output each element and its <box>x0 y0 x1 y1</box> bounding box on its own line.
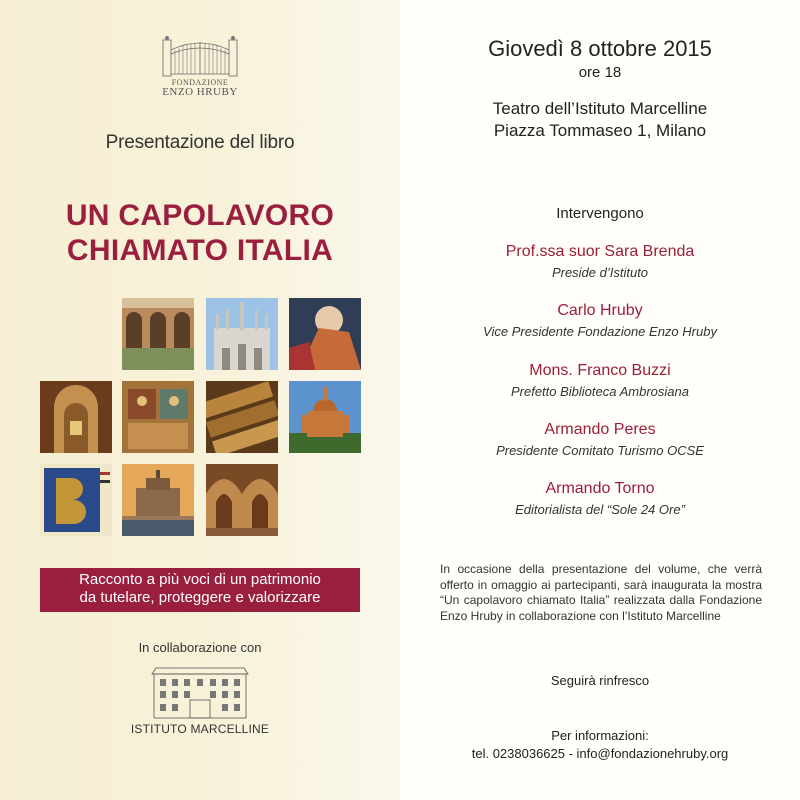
speaker-role: Preside d’Istituto <box>551 265 649 280</box>
tile-milan-cathedral <box>206 298 278 370</box>
speaker-role: Editorialista del “Sole 24 Ore” <box>515 502 685 517</box>
tile-illuminated-letter <box>40 464 112 536</box>
banner-line2: da tutelare, proteggere e valorizzare <box>79 589 321 606</box>
tile-saint-painting <box>289 298 361 370</box>
book-title <box>0 198 400 268</box>
speaker-name: Mons. Franco Buzzi <box>529 362 671 379</box>
speaker-name: Prof.ssa suor Sara Brenda <box>505 243 695 260</box>
event-description: In occasione della presentazione del volume, che verrà offerto in omaggio ai partecipanti, sarà inaugurata la mostra “Un capolavoro chiamato Italia” realizzata dalla Fondazione Enzo Hruby in collaborazione con l’Istituto Marcelline <box>440 562 762 623</box>
istituto-name: ISTITUTO MARCELLINE <box>130 722 270 736</box>
tile-castel-santangelo <box>122 464 194 536</box>
contact-info: tel. 0238036625 - info@fondazionehruby.org <box>471 746 729 761</box>
refreshment-note: Seguirà rinfresco <box>550 673 650 688</box>
tile-gold-books <box>206 381 278 453</box>
book-tagline-banner <box>40 568 360 612</box>
tile-gothic-vault <box>206 464 278 536</box>
collaboration-label: In collaborazione con <box>138 640 262 655</box>
book-intro: Presentazione del libro <box>105 132 295 153</box>
speakers-label: Intervengono <box>556 205 644 222</box>
logo-line1: FONDAZIONE <box>171 78 229 87</box>
gate-icon <box>161 30 239 78</box>
event-time: ore 18 <box>578 64 622 81</box>
logo-line2: ENZO HRUBY <box>162 86 238 98</box>
title-line2: CHIAMATO ITALIA <box>66 234 334 267</box>
speaker-name: Carlo Hruby <box>557 302 643 319</box>
speaker-name: Armando Torno <box>545 480 655 497</box>
info-label: Per informazioni: <box>551 728 649 743</box>
event-venue: Teatro dell’Istituto Marcelline <box>492 99 708 118</box>
speaker-role: Vice Presidente Fondazione Enzo Hruby <box>483 324 717 339</box>
fondazione-logo <box>150 30 250 98</box>
tile-fresco <box>122 381 194 453</box>
event-address: Piazza Tommaseo 1, Milano <box>493 121 707 140</box>
marcelline-building-icon <box>150 664 250 725</box>
speaker-role: Prefetto Biblioteca Ambrosiana <box>510 384 689 399</box>
event-date: Giovedì 8 ottobre 2015 <box>488 36 712 61</box>
tile-cloister <box>122 298 194 370</box>
tile-chapel-interior <box>40 381 112 453</box>
tile-basilica-hill <box>289 381 361 453</box>
banner-line1: Racconto a più voci di un patrimonio <box>79 571 321 588</box>
speaker-role: Presidente Comitato Turismo OCSE <box>496 443 704 458</box>
title-line1: UN CAPOLAVORO <box>65 199 335 232</box>
speaker-name: Armando Peres <box>544 421 656 438</box>
